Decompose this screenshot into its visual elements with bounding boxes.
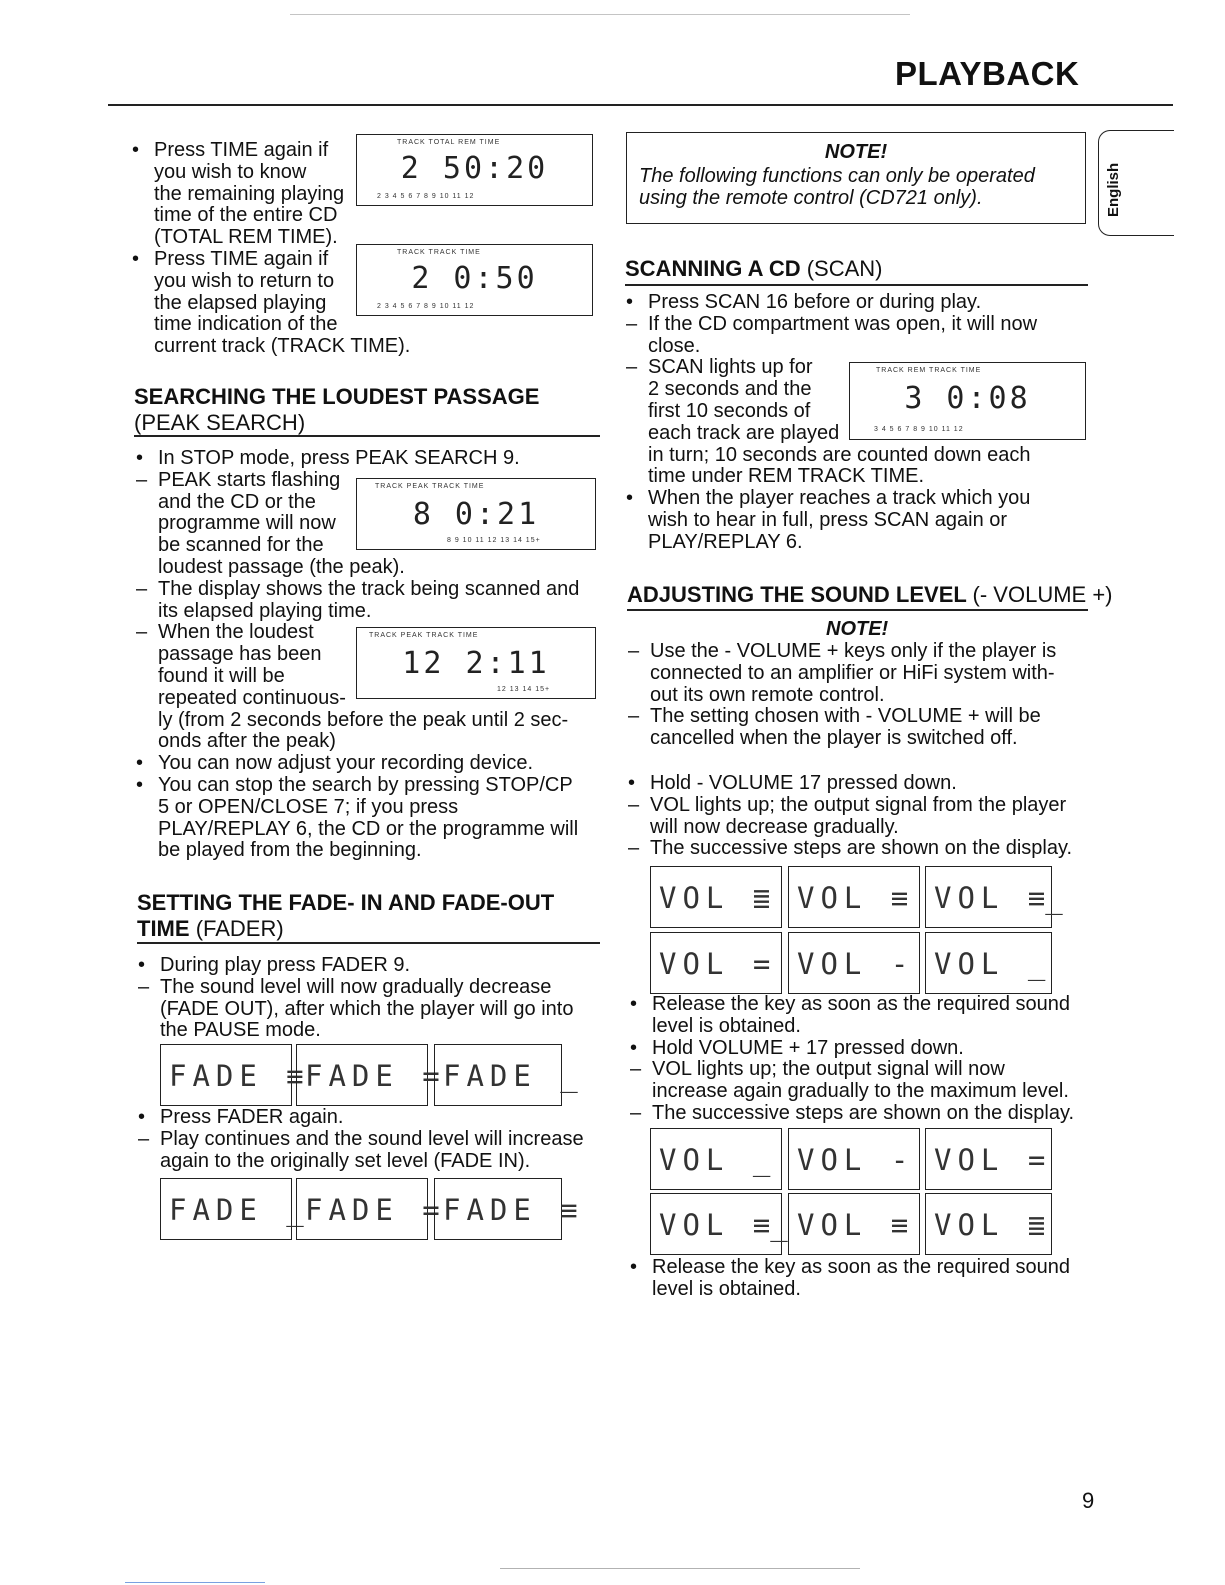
line-text: Release the key as soon as the required sound [652,1256,1071,1278]
lcd-track-row: 8 9 10 11 12 13 14 15+ [447,537,541,544]
lcd-digits: 8 0:21 [412,497,540,532]
dash-icon: – [628,705,640,728]
dash-icon: – [628,837,640,860]
dash-icon: – [136,577,148,600]
crop-mark [125,1582,265,1583]
section-heading: ADJUSTING THE SOUND LEVEL [627,582,967,607]
section-heading: SCANNING A CD [625,256,801,281]
text-line [628,772,1100,795]
bullet-icon: • [136,752,144,775]
line-text: PLAY/REPLAY 6. [648,530,803,553]
text-line [158,731,598,753]
volume-down-instructions [628,772,1100,860]
text-line [652,1016,1102,1038]
section-heading-suffix: (- VOLUME +) [972,582,1113,607]
dash-icon: – [626,312,638,335]
vol-display [650,1193,794,1255]
vol-display [788,866,920,928]
line-text: cancelled when the player is switched off. [650,727,1018,750]
lcd-peak-found [356,627,596,699]
line-text: The setting chosen with - VOLUME + will be [650,705,1041,728]
volume-up-instructions [630,993,1102,1125]
bullet-icon: • [628,772,636,794]
display-text: FADE = [305,1193,446,1227]
line-text: Press SCAN 16 before or during play. [648,291,982,313]
text-line: Press TIME again if [154,139,329,161]
lcd-track-row: 12 13 14 15+ [497,686,551,693]
line-text: The successive steps are shown on the display. [652,1101,1075,1124]
line-text: Use the - VOLUME + keys only if the player is [650,640,1057,662]
heading-rule [627,609,1088,611]
dash-icon: – [628,640,640,662]
text-line: current track (TRACK TIME). [154,335,411,358]
line-text: 5 or OPEN/CLOSE 7; if you press [158,795,459,818]
dash-icon: – [138,975,150,998]
line-text: again to the originally set level (FADE IN). [160,1149,531,1172]
text-line [138,1106,610,1129]
vol-display [788,932,920,994]
section-heading: SEARCHING THE LOUDEST PASSAGE [134,384,540,409]
text-line [648,466,1088,488]
bullet-icon: • [136,773,144,796]
text-line: time of the entire CD [154,204,338,227]
fader-instructions-2 [138,1106,610,1172]
text-line [630,1036,1102,1060]
line-text: will now decrease gradually. [650,815,899,838]
display-text: VOL _ [659,1143,777,1177]
heading-rule [134,435,600,437]
display-text: VOL ≣ [659,881,777,915]
bullet-icon: • [630,993,638,1015]
lcd-track-row: 2 3 4 5 6 7 8 9 10 11 12 [377,193,475,200]
line-text: level is obtained. [652,1014,801,1037]
text-line [648,336,1088,358]
line-text: onds after the peak) [158,730,336,753]
line-text: be played from the beginning. [158,839,422,862]
lcd-track-row: 3 4 5 6 7 8 9 10 11 12 [874,426,964,433]
text-line [648,532,1088,554]
text-line [630,1256,1102,1279]
line-text: found it will be [158,664,285,687]
line-text: 2 seconds and the [648,378,812,401]
line-text: Hold VOLUME + 17 pressed down. [652,1036,964,1059]
line-text: loudest passage (the peak). [158,555,405,578]
line-text: wish to hear in full, press SCAN again or [648,508,1008,531]
lcd-digits: 2 50:20 [400,151,549,186]
line-text: In STOP mode, press PEAK SEARCH 9. [158,447,520,469]
line-text: connected to an amplifier or HiFi system with- [650,661,1055,684]
lcd-digits: 3 0:08 [904,381,1031,416]
text-line [626,291,1088,314]
line-text: and the CD or the [158,490,316,513]
fade-display [160,1178,310,1240]
vol-display [925,1193,1052,1255]
bullet-icon: • [138,954,146,976]
fade-display [434,1044,584,1106]
line-text: PEAK starts flashing [158,468,341,491]
line-text: ly (from 2 seconds before the peak until 2 sec- [158,708,569,731]
fade-display [160,1044,310,1106]
bullet-icon: • [138,1106,146,1128]
line-text: You can stop the search by pressing STOP/CP [158,773,573,796]
line-text: each track are played [648,421,840,444]
text-line [136,447,598,470]
crop-mark [500,1568,860,1569]
text-line [138,1127,610,1151]
lcd-labels: TRACK PEAK TRACK TIME [369,632,479,639]
display-text: VOL = [934,1143,1052,1177]
line-text: Hold - VOLUME 17 pressed down. [650,772,957,794]
display-text: FADE _ [169,1193,310,1227]
text-line: you wish to return to [154,269,335,292]
note-line: using the remote control (CD721 only). [639,187,983,209]
peak-section-heading [134,384,539,436]
volume-note [628,640,1090,750]
fade-display [296,1178,446,1240]
text-line: Press TIME again if [154,248,329,270]
language-tab-label: English [1105,162,1122,217]
text-line [136,577,598,601]
heading-rule [137,942,600,944]
fade-display [296,1044,446,1106]
vol-display [650,932,782,994]
text-line [652,1279,1102,1301]
text-line [136,773,598,797]
text-line [158,840,598,862]
page-number: 9 [1082,1488,1095,1513]
section-heading-suffix: (SCAN) [806,256,883,281]
display-text: VOL ≣ [934,1208,1052,1242]
line-text: VOL lights up; the output signal from the player [650,793,1067,816]
text-line [138,954,600,977]
line-text: The sound level will now gradually decrease [160,975,552,998]
note-box-remote [626,132,1086,224]
display-text: FADE ≡ [443,1193,584,1227]
text-line [650,817,1100,839]
dash-icon: – [630,1101,642,1124]
line-text: time under REM TRACK TIME. [648,465,924,488]
line-text: level is obtained. [652,1277,801,1300]
lcd-labels: TRACK PEAK TRACK TIME [375,483,485,490]
dash-icon: – [138,1127,150,1150]
dash-icon: – [136,621,148,644]
display-text: FADE ≡ [169,1059,310,1093]
vol-display [650,866,782,928]
dash-icon: – [628,793,640,816]
text-line [652,1081,1102,1103]
line-text: PLAY/REPLAY 6, the CD or the programme will [158,817,579,840]
display-text: VOL _ [934,947,1052,981]
line-text: first 10 seconds of [648,399,811,422]
vol-display [788,1128,920,1190]
lcd-labels: TRACK REM TRACK TIME [876,367,982,374]
text-line [630,1101,1102,1125]
line-text: When the loudest [158,621,314,644]
display-text: VOL - [797,947,915,981]
section-heading: SETTING THE FADE- IN AND FADE-OUT [137,890,555,915]
line-text: be scanned for the [158,534,324,557]
line-text: Play continues and the sound level will increase [160,1127,584,1150]
line-text: When the player reaches a track which you [648,487,1031,510]
line-text: its elapsed playing time. [158,599,372,622]
line-text: VOL lights up; the output signal will now [652,1058,1005,1081]
display-text: FADE = [305,1059,446,1093]
line-text: in turn; 10 seconds are counted down each [648,443,1031,466]
note-line: The following functions can only be operated [639,165,1035,187]
vol-display [788,1193,920,1255]
volume-release-instructions [630,1256,1102,1301]
bullet-icon: • [630,1036,638,1059]
fader-section-heading [137,890,554,942]
text-line: (TOTAL REM TIME). [154,226,338,249]
text-line [158,819,598,841]
lcd-digits: 2 0:50 [411,261,538,296]
fader-instructions [138,954,600,1042]
lcd-labels: TRACK TRACK TIME [397,249,481,256]
text-line [160,999,600,1021]
text-line [158,601,598,623]
section-subheading: (PEAK SEARCH) [134,410,306,435]
text-line [650,685,1090,707]
text-line [160,1020,600,1042]
fade-display [434,1178,584,1240]
heading-rule [625,284,1088,286]
scan-section-heading [625,256,883,282]
vol-display [925,866,1069,928]
text-line: the elapsed playing [154,291,327,314]
vol-display [925,1128,1052,1190]
crop-mark [290,14,910,15]
display-text: VOL ≡̲ [934,881,1069,915]
section-heading-suffix: (FADER) [195,916,284,941]
lcd-total-rem-time [356,134,593,206]
note-title: NOTE! [824,141,888,163]
bullet-icon: • [626,291,634,313]
lcd-labels: TRACK TOTAL REM TIME [397,139,501,146]
text-line [158,797,598,819]
header-rule [108,104,1173,106]
text-line [628,793,1100,817]
text-line [628,640,1090,663]
lcd-track-time [356,244,593,316]
line-text: increase again gradually to the maximum level. [652,1080,1069,1103]
lcd-peak-scanning [356,478,596,550]
line-text: (FADE OUT), after which the player will go into [160,997,574,1020]
line-text: Press FADER again. [160,1106,344,1128]
line-text: programme will now [158,512,336,535]
time-instructions-2: • Press TIME again if you wish to return to the elapsed playing time indication of the current track (TRACK TIME). [154,249,414,358]
line-text: the PAUSE mode. [160,1019,321,1042]
vol-display [925,932,1052,994]
time-instructions-1: • Press TIME again if you wish to know the remaining playing time of the entire CD (TOTAL REM TIME). [154,140,354,249]
lcd-track-row: 2 3 4 5 6 7 8 9 10 11 12 [377,303,475,310]
text-line [138,975,600,999]
text-line [630,993,1102,1016]
text-line [626,312,1088,336]
display-text: VOL = [659,947,777,981]
bullet-icon: • [626,487,634,510]
note-title: NOTE! [826,618,889,640]
text-line [158,557,598,579]
dash-icon: – [630,1058,642,1081]
display-text: VOL ≡ [797,1208,915,1242]
page-title: PLAYBACK [895,55,1080,92]
line-text: The successive steps are shown on the display. [650,837,1073,860]
language-tab [1098,130,1174,236]
dash-icon: – [136,468,148,491]
display-text: VOL ≡ [797,881,915,915]
line-text: close. [648,334,701,357]
line-text: During play press FADER 9. [160,954,411,976]
line-text: repeated continuous- [158,686,346,709]
text-line [136,752,598,775]
text-line [158,710,598,732]
text-line [160,1151,610,1173]
text-line: time indication of the [154,313,338,336]
line-text: You can now adjust your recording device. [158,752,534,775]
vol-display [650,1128,782,1190]
text-line: the remaining playing [154,182,345,205]
line-text: If the CD compartment was open, it will now [648,312,1038,335]
text-line [650,663,1090,685]
display-text: VOL ≡̲ [659,1208,794,1242]
section-heading-2: TIME [137,916,190,941]
text-line [628,705,1090,728]
text-line [648,445,1088,467]
text-line: you wish to know [154,160,307,183]
display-text: VOL - [797,1143,915,1177]
text-line [626,487,1088,510]
volume-section-heading [627,582,1113,608]
line-text: SCAN lights up for [648,356,813,379]
line-text: Release the key as soon as the required sound [652,993,1071,1015]
text-line [650,728,1090,750]
text-line [630,1058,1102,1081]
bullet-icon: • [136,447,144,469]
bullet-icon: • [630,1256,638,1278]
line-text: The display shows the track being scanned and [158,577,580,600]
line-text: passage has been [158,643,322,666]
display-text: FADE _ [443,1059,584,1093]
dash-icon: – [626,356,638,379]
line-text: out its own remote control. [650,683,885,706]
text-line [648,510,1088,532]
lcd-digits: 12 2:11 [402,646,550,681]
text-line [628,837,1100,860]
lcd-scan [849,362,1086,440]
